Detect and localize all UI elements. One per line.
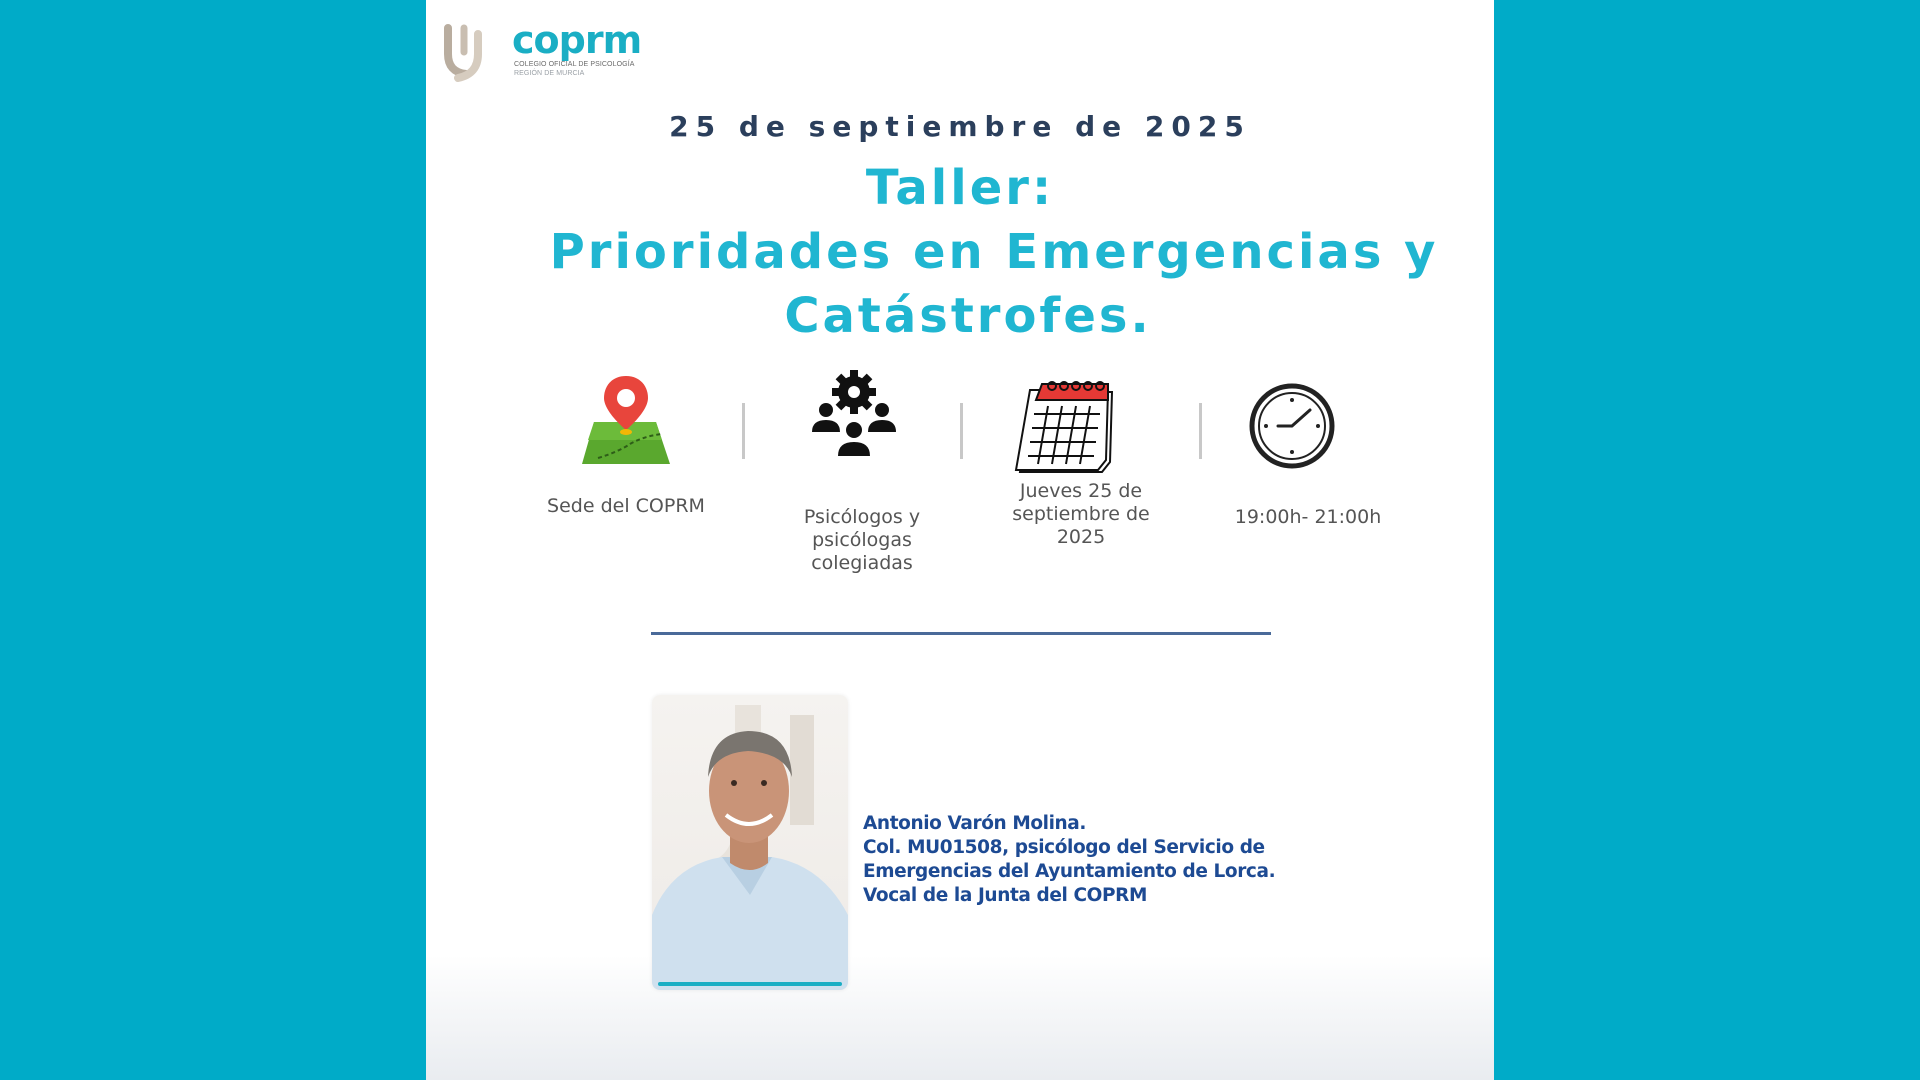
speaker-name: Antonio Varón Molina. — [863, 813, 1087, 834]
separator — [742, 403, 745, 459]
separator — [960, 403, 963, 459]
location-map-icon — [578, 374, 674, 466]
logo-wordmark: coprm — [512, 18, 642, 62]
event-title-line-3: Catástrofes. — [784, 288, 1152, 344]
calendar-icon — [1014, 380, 1120, 474]
event-title-line-2: Prioridades en Emergencias y — [549, 224, 1439, 280]
speaker-bio — [863, 812, 1323, 908]
divider-line — [651, 632, 1271, 635]
speaker-portrait-image — [652, 695, 848, 990]
clock-icon — [1248, 382, 1336, 470]
photo-accent-bar — [658, 982, 842, 986]
location-label: Sede del COPRM — [547, 495, 705, 517]
coprm-logo-mark-icon — [442, 24, 504, 82]
speaker-affiliation: Emergencias del Ayuntamiento de Lorca. — [863, 861, 1276, 882]
event-title-line-1: Taller: — [865, 160, 1055, 216]
speaker-credential: Col. MU01508, psicólogo del Servicio de — [863, 837, 1265, 858]
separator — [1199, 403, 1202, 459]
event-date-heading: 25 de septiembre de 2025 — [669, 110, 1251, 143]
attendees-label: Psicólogos y psicólogas colegiadas — [803, 506, 921, 574]
people-gear-icon — [808, 370, 900, 460]
coprm-logo — [442, 18, 642, 82]
logo-subtitle-region: REGIÓN DE MURCIA — [514, 70, 585, 77]
logo-subtitle: COLEGIO OFICIAL DE PSICOLOGÍA — [514, 61, 635, 68]
time-label: 19:00h- 21:00h — [1234, 506, 1382, 528]
speaker-role: Vocal de la Junta del COPRM — [863, 885, 1148, 906]
speaker-photo — [652, 695, 848, 990]
date-label: Jueves 25 de septiembre de 2025 — [1012, 480, 1150, 548]
event-poster — [426, 0, 1494, 1080]
